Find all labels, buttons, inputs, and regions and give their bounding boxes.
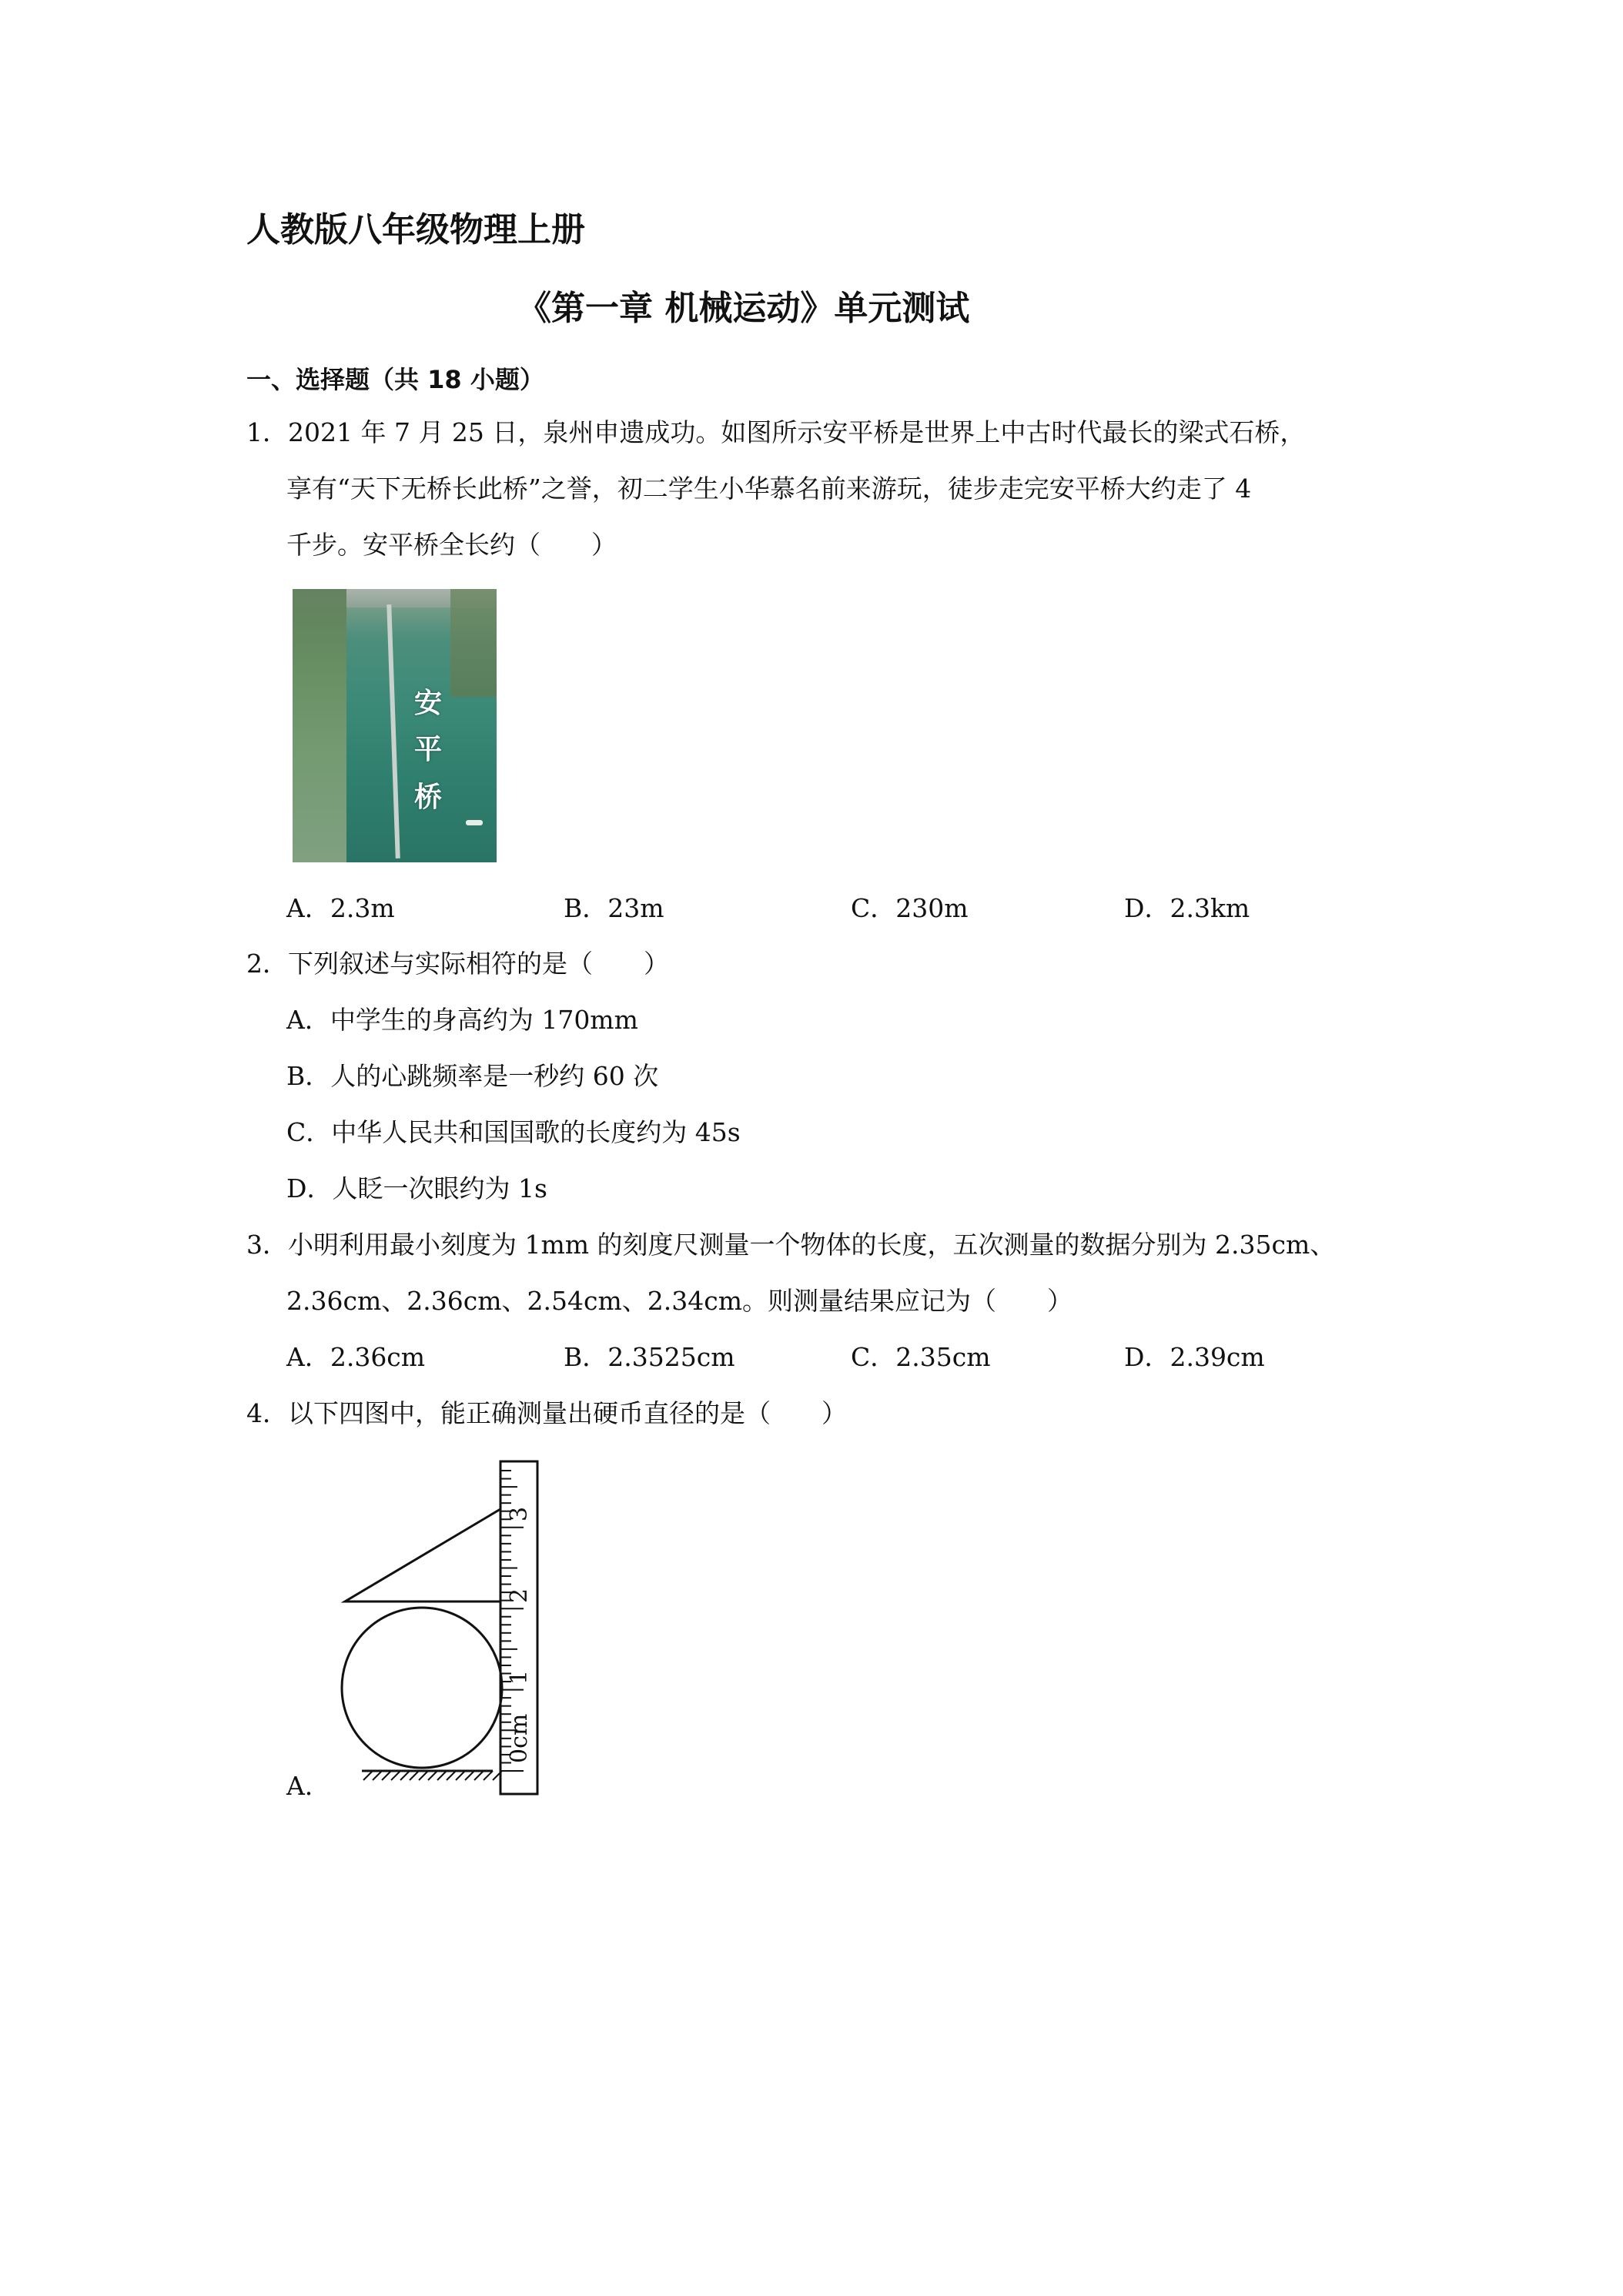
hatch-mark (437, 1771, 447, 1780)
q1-line-3: 千步。安平桥全长约（ ） (286, 530, 617, 560)
hatch-mark (465, 1771, 474, 1780)
photo-label-char-3: 桥 (414, 782, 443, 813)
q2-option-b: B．人的心跳频率是一秒约 60 次 (286, 1061, 659, 1091)
q1-line-1: 1．2021 年 7 月 25 日，泉州申遗成功。如图所示安平桥是世界上中古时代最长的梁式石桥， (246, 417, 1306, 447)
q3-option-d: D．2.39cm (1124, 1342, 1265, 1372)
q2-stem: 2．下列叙述与实际相符的是（ ） (246, 949, 669, 979)
q3-line-2: 2.36cm、2.36cm、2.54cm、2.34cm。则测量结果应记为（ ） (286, 1286, 1073, 1316)
hatch-mark (484, 1771, 493, 1780)
q3-option-a: A．2.36cm (286, 1342, 426, 1372)
q1-option-b: B．23m (564, 893, 664, 923)
hatch-mark (428, 1771, 437, 1780)
anping-bridge-photo (293, 589, 497, 862)
q2-option-a: A．中学生的身高约为 170mm (286, 1005, 638, 1035)
coin-circle (342, 1608, 502, 1768)
photo-bridge (387, 604, 400, 858)
section-heading: 一、选择题（共 18 小题） (246, 365, 544, 394)
q1-option-d: D．2.3km (1124, 893, 1250, 923)
ruler-label-3: 3 (506, 1506, 533, 1521)
photo-boat (466, 820, 483, 825)
ground-hatching (363, 1771, 502, 1780)
q4-option-a-label: A． (286, 1771, 330, 1801)
q1-option-a: A．2.3m (286, 893, 395, 923)
page-subtitle: 《第一章 机械运动》单元测试 (517, 289, 970, 328)
photo-left-bank (293, 589, 346, 862)
q2-option-c: C．中华人民共和国国歌的长度约为 45s (286, 1117, 741, 1147)
photo-right-bank (450, 589, 497, 697)
q3-option-c: C．2.35cm (851, 1342, 991, 1372)
hatch-mark (474, 1771, 484, 1780)
q1-line-2: 享有“天下无桥长此桥”之誉，初二学生小华慕名前来游玩，徒步走完安平桥大约走了 4 (286, 474, 1252, 504)
hatch-mark (391, 1771, 400, 1780)
q3-line-1: 3．小明利用最小刻度为 1mm 的刻度尺测量一个物体的长度，五次测量的数据分别为 2.35cm、 (246, 1230, 1336, 1260)
coin-ruler-diagram-a (339, 1448, 585, 1802)
hatch-mark (419, 1771, 428, 1780)
ruler-label-2: 2 (506, 1588, 533, 1603)
ruler-label-0cm: 0cm (506, 1713, 533, 1763)
hatch-mark (456, 1771, 465, 1780)
photo-label-char-1: 安 (414, 688, 443, 719)
hatch-mark (363, 1771, 373, 1780)
q3-option-b: B．2.3525cm (564, 1342, 735, 1372)
hatch-mark (447, 1771, 456, 1780)
hatch-mark (373, 1771, 382, 1780)
q4-stem: 4．以下四图中，能正确测量出硬币直径的是（ ） (246, 1398, 847, 1428)
ruler-label-1: 1 (506, 1669, 533, 1685)
page-title: 人教版八年级物理上册 (246, 210, 585, 249)
hatch-mark (400, 1771, 410, 1780)
set-square (345, 1509, 500, 1602)
hatch-mark (382, 1771, 391, 1780)
hatch-mark (410, 1771, 419, 1780)
q2-option-d: D．人眨一次眼约为 1s (286, 1173, 547, 1203)
photo-label-char-2: 平 (414, 734, 443, 765)
q1-option-c: C．230m (851, 893, 969, 923)
